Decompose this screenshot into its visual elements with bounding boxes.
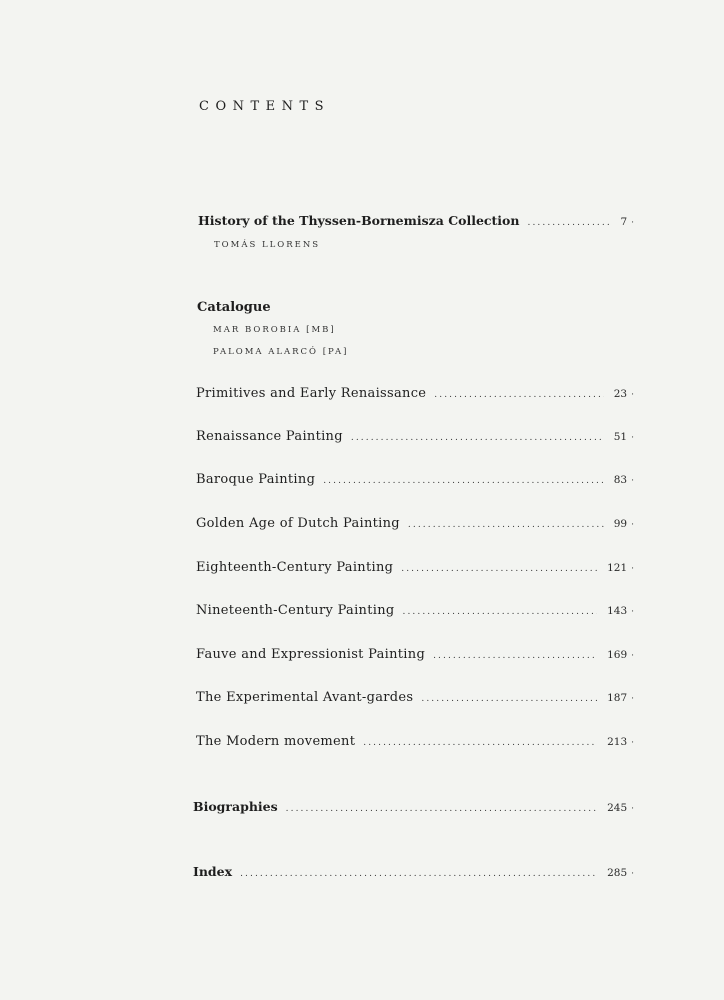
- page-marker: ·: [631, 390, 634, 400]
- toc-entry[interactable]: [196, 516, 634, 531]
- toc-entry-biographies[interactable]: [193, 799, 634, 814]
- dot-leader: [434, 390, 603, 400]
- toc-entry[interactable]: [196, 560, 634, 575]
- author-name: TOMÁS LLORENS: [214, 240, 321, 250]
- page-marker: ·: [631, 651, 634, 661]
- toc-page-number: 169: [607, 649, 628, 661]
- toc-entry-title: Eighteenth-Century Painting: [196, 560, 394, 575]
- toc-page-number: 213: [607, 736, 628, 748]
- toc-page-number: 23: [613, 388, 628, 400]
- page-marker: ·: [631, 869, 634, 879]
- dot-leader: [323, 476, 604, 486]
- toc-entry-index[interactable]: [193, 864, 634, 879]
- dot-leader: [351, 433, 604, 443]
- page-marker: ·: [631, 218, 634, 228]
- toc-page-number: 245: [607, 802, 628, 814]
- toc-page-number: 99: [613, 518, 628, 530]
- toc-entry-title: The Experimental Avant-gardes: [196, 690, 414, 705]
- dot-leader: [363, 738, 597, 748]
- dot-leader: [421, 694, 597, 704]
- toc-entry[interactable]: [196, 386, 634, 401]
- toc-page-number: 285: [607, 867, 628, 879]
- dot-leader: [527, 218, 610, 228]
- page-marker: ·: [631, 738, 634, 748]
- toc-entry-title: Renaissance Painting: [196, 429, 343, 444]
- author-name: PALOMA ALARCÓ [PA]: [213, 347, 349, 357]
- toc-entry-title: Biographies: [193, 799, 278, 814]
- toc-page-number: 143: [607, 605, 628, 617]
- dot-leader: [286, 804, 597, 814]
- toc-entry-title: Nineteenth-Century Painting: [196, 603, 395, 618]
- toc-page-number: 83: [613, 474, 628, 486]
- toc-entry-history[interactable]: [198, 213, 634, 228]
- page-marker: ·: [631, 564, 634, 574]
- page-marker: ·: [631, 433, 634, 443]
- page-marker: ·: [631, 520, 634, 530]
- toc-entry-title: Primitives and Early Renaissance: [196, 386, 427, 401]
- toc-entry-title: Index: [193, 864, 233, 879]
- page-marker: ·: [631, 607, 634, 617]
- toc-entry-title: Baroque Painting: [196, 472, 316, 487]
- toc-entry[interactable]: [196, 690, 634, 705]
- toc-page-number: 7: [620, 216, 628, 228]
- toc-page-number: 121: [607, 562, 628, 574]
- author-name: MAR BOROBIA [MB]: [213, 325, 336, 335]
- toc-entry-title: History of the Thyssen-Bornemisza Collection: [198, 213, 520, 228]
- toc-entry[interactable]: [196, 734, 634, 749]
- page-marker: ·: [631, 804, 634, 814]
- dot-leader: [240, 869, 597, 879]
- toc-page-number: 51: [613, 431, 628, 443]
- page-marker: ·: [631, 694, 634, 704]
- toc-entry[interactable]: [196, 429, 634, 444]
- toc-entry-title: Golden Age of Dutch Painting: [196, 516, 400, 531]
- page-title: CONTENTS: [199, 99, 331, 114]
- dot-leader: [401, 564, 597, 574]
- toc-page-number: 187: [607, 692, 628, 704]
- section-heading-catalogue: Catalogue: [197, 300, 271, 315]
- page-marker: ·: [631, 476, 634, 486]
- dot-leader: [403, 607, 598, 617]
- toc-entry[interactable]: [196, 603, 634, 618]
- toc-entry-title: The Modern movement: [196, 734, 356, 749]
- dot-leader: [433, 651, 597, 661]
- toc-entry[interactable]: [196, 472, 634, 487]
- toc-entry[interactable]: [196, 647, 634, 662]
- toc-entry-title: Fauve and Expressionist Painting: [196, 647, 426, 662]
- dot-leader: [408, 520, 604, 530]
